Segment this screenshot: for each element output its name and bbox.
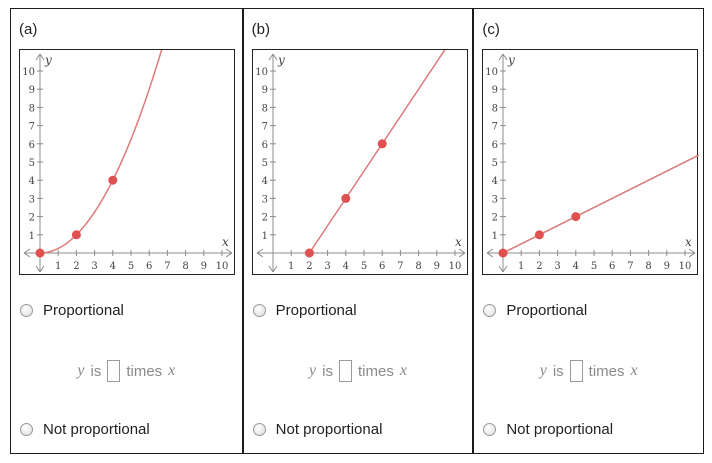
x-axis-label: x	[454, 235, 462, 249]
proportional-option[interactable]	[483, 302, 587, 319]
x-axis-label: x	[685, 235, 693, 249]
y-tick-label: 8	[28, 103, 35, 115]
not-proportional-label: Not proportional	[506, 421, 614, 438]
x-tick-label: 2	[73, 261, 80, 272]
y-tick-label: 7	[491, 121, 499, 133]
x-tick-label: 9	[433, 261, 440, 272]
not-proportional-option[interactable]	[253, 421, 383, 438]
y-tick-label: 3	[28, 194, 35, 206]
x-tick-label: 2	[536, 261, 543, 272]
x-tick-label: 8	[182, 261, 189, 272]
radio-button[interactable]	[20, 304, 33, 317]
constant-answer-box[interactable]	[570, 360, 583, 382]
panel-b	[242, 9, 473, 453]
y-tick-label: 9	[491, 85, 499, 97]
plotted-line	[40, 50, 186, 253]
graph-a	[19, 49, 235, 275]
graph-svg	[253, 50, 469, 276]
radio-button[interactable]	[20, 423, 33, 436]
y-tick-label: 8	[491, 103, 499, 115]
y-tick-label: 1	[491, 230, 499, 242]
x-tick-label: 2	[305, 261, 313, 272]
x-tick-label: 8	[645, 261, 653, 272]
equation-is: is	[552, 362, 564, 380]
x-tick-label: 10	[678, 261, 692, 272]
x-axis-label: x	[222, 235, 229, 249]
equation-y: y	[309, 362, 317, 379]
equation-row	[244, 360, 473, 382]
x-tick-label: 4	[342, 261, 349, 272]
y-tick-label: 1	[28, 230, 35, 242]
graph-b	[252, 49, 468, 275]
y-tick-label: 5	[261, 158, 268, 169]
equation-y: y	[539, 362, 547, 379]
proportional-label: Proportional	[275, 302, 357, 319]
x-tick-label: 3	[554, 261, 562, 272]
y-tick-label: 4	[491, 176, 499, 188]
equation-row	[474, 360, 703, 382]
y-tick-label: 3	[261, 194, 268, 206]
y-tick-label: 1	[261, 230, 268, 242]
x-tick-label: 6	[609, 261, 616, 272]
y-tick-label: 2	[261, 212, 268, 224]
data-point	[305, 249, 314, 258]
x-tick-label: 5	[360, 261, 367, 272]
y-tick-label: 6	[28, 139, 35, 151]
x-tick-label: 7	[164, 261, 171, 272]
equation-x: x	[399, 362, 407, 379]
radio-button[interactable]	[253, 423, 266, 436]
x-tick-label: 8	[415, 261, 422, 272]
y-tick-label: 10	[254, 67, 268, 78]
y-tick-label: 4	[261, 176, 268, 188]
x-tick-label: 3	[91, 261, 98, 272]
radio-button[interactable]	[253, 304, 266, 317]
radio-button[interactable]	[483, 304, 496, 317]
constant-answer-box[interactable]	[339, 360, 352, 382]
x-tick-label: 5	[127, 261, 135, 272]
y-tick-label: 7	[28, 121, 35, 133]
y-tick-label: 9	[28, 85, 35, 97]
x-tick-label: 7	[396, 261, 404, 272]
constant-answer-box[interactable]	[107, 360, 120, 382]
y-tick-label: 10	[22, 67, 35, 78]
plotted-line	[309, 50, 469, 253]
x-tick-label: 1	[55, 261, 62, 272]
graph-c	[482, 49, 698, 275]
y-tick-label: 4	[28, 176, 35, 188]
equation-times: times	[126, 362, 163, 380]
x-tick-label: 6	[146, 261, 153, 272]
data-point	[499, 249, 508, 258]
panel-label: (b)	[251, 21, 271, 38]
y-axis-label: y	[277, 53, 285, 67]
not-proportional-option[interactable]	[483, 421, 613, 438]
y-tick-label: 6	[261, 139, 268, 151]
x-tick-label: 3	[324, 261, 331, 272]
panel-c	[472, 9, 703, 453]
equation-times: times	[588, 362, 625, 380]
x-tick-label: 9	[200, 261, 207, 272]
proportional-option[interactable]	[20, 302, 124, 319]
panel-label: (c)	[482, 21, 500, 38]
question-container	[10, 8, 704, 454]
proportional-label: Proportional	[506, 302, 588, 319]
graph-svg	[483, 50, 699, 276]
y-tick-label: 3	[491, 194, 499, 206]
radio-button[interactable]	[483, 423, 496, 436]
x-tick-label: 7	[627, 261, 634, 272]
x-tick-label: 6	[378, 261, 386, 272]
data-point	[72, 230, 81, 239]
equation-y: y	[77, 362, 85, 379]
y-tick-label: 9	[261, 85, 268, 97]
y-tick-label: 5	[491, 158, 499, 169]
y-tick-label: 7	[261, 121, 268, 133]
data-point	[36, 249, 45, 258]
x-tick-label: 10	[215, 261, 229, 272]
x-tick-label: 1	[518, 261, 525, 272]
x-tick-label: 4	[572, 261, 580, 272]
panel-a	[11, 9, 242, 453]
x-tick-label: 10	[448, 261, 462, 272]
equation-row	[11, 360, 242, 382]
y-axis-label: y	[508, 53, 516, 67]
panel-label: (a)	[19, 21, 38, 38]
not-proportional-option[interactable]	[20, 421, 150, 438]
equation-times: times	[358, 362, 394, 380]
proportional-label: Proportional	[43, 302, 124, 319]
not-proportional-label: Not proportional	[275, 421, 383, 438]
equation-x: x	[168, 362, 176, 379]
y-axis-label: y	[45, 53, 52, 67]
y-tick-label: 5	[28, 158, 35, 169]
data-point	[535, 230, 544, 239]
equation-is: is	[90, 362, 102, 380]
x-tick-label: 4	[109, 261, 116, 272]
equation-x: x	[630, 362, 638, 379]
x-tick-label: 9	[663, 261, 671, 272]
x-tick-label: 1	[287, 261, 295, 272]
data-point	[341, 194, 350, 203]
plotted-line	[503, 144, 699, 253]
y-tick-label: 2	[28, 212, 35, 224]
y-tick-label: 2	[491, 212, 499, 224]
graph-svg	[20, 50, 236, 276]
data-point	[377, 139, 386, 148]
y-tick-label: 10	[485, 67, 499, 78]
y-tick-label: 8	[261, 103, 268, 115]
not-proportional-label: Not proportional	[43, 421, 150, 438]
data-point	[108, 176, 117, 185]
equation-is: is	[322, 362, 333, 380]
data-point	[572, 212, 581, 221]
y-tick-label: 6	[491, 139, 499, 151]
proportional-option[interactable]	[253, 302, 357, 319]
x-tick-label: 5	[591, 261, 598, 272]
